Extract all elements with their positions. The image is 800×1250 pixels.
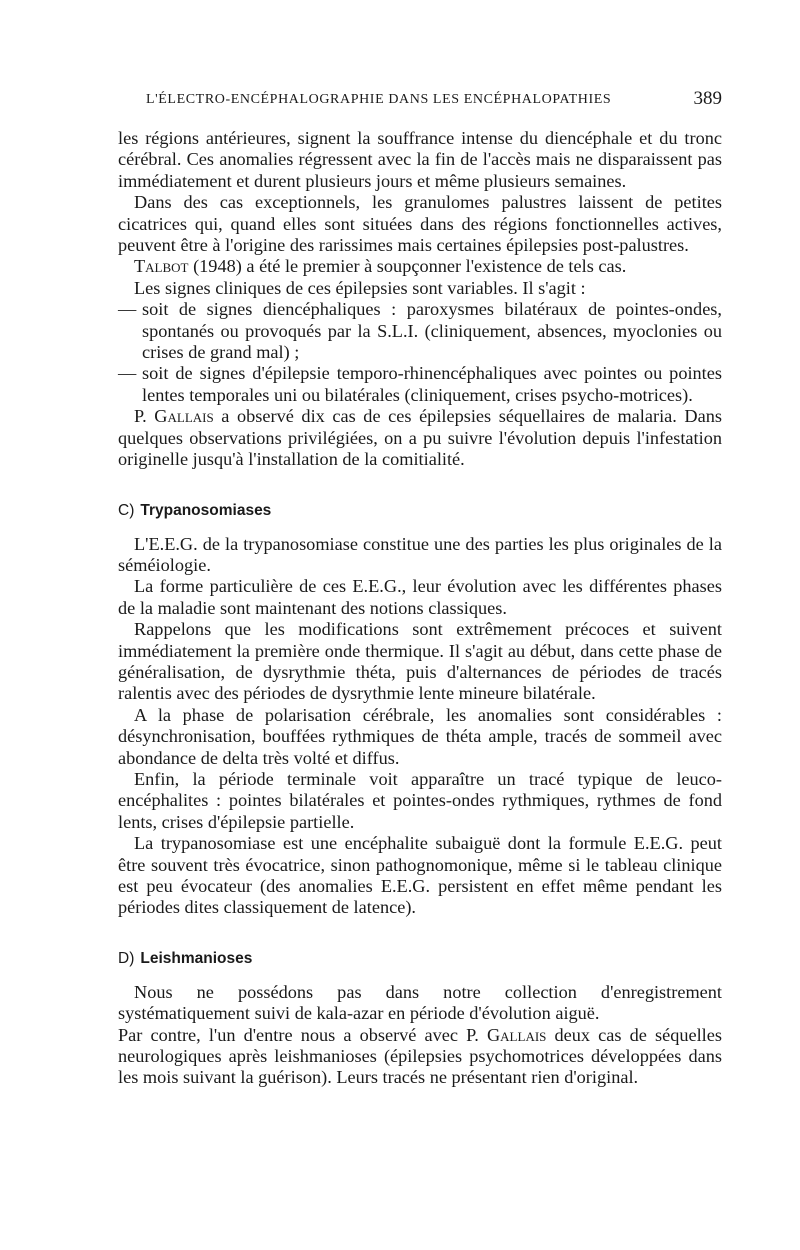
paragraph: les régions antérieures, signent la souffrance intense du diencéphale et du tronc cérébral. Ces anomalies régressent avec la fin de l'accès mais ne disparaissent pas immédiatement et durent plusieurs jours et même plusieurs semaines. [118,128,722,191]
paragraph-text: P. [134,406,155,427]
dash-marker: — [118,299,137,320]
running-title: L'ÉLECTRO-ENCÉPHALOGRAPHIE DANS LES ENCÉPHALOPATHIES [146,92,612,107]
section-letter: C) [118,501,135,519]
dash-marker: — [118,363,137,384]
paragraph: L'E.E.G. de la trypanosomiase constitue une des parties les plus originales de la séméiologie. [118,533,722,575]
running-header [118,90,722,114]
paragraph: Rappelons que les modifications sont extrêmement précoces et suivent immédiatement la première onde thermique. Il s'agit au début, dans cette phase de généralisation, de dysrythmie théta, puis d'alternances de périodes de tracés ralentis avec des périodes de dysrythmie lente mineure bilatérale. [118,619,722,704]
list-item-text: soit de signes d'épilepsie temporo-rhinencéphaliques avec pointes ou pointes lentes temporales uni ou bilatérales (cliniquement, crises psycho-motrices). [142,363,722,405]
author-name: Gallais [486,1024,547,1045]
list-item-text: soit de signes diencéphaliques : paroxysmes bilatéraux de pointes-ondes, spontanés ou provoqués par la S.L.I. (cliniquement, absences, myoclonies ou crises de grand mal) ; [142,299,722,363]
list-item [118,299,722,363]
paragraph-text: deux cas de séquelles neurologiques après leishmanioses (épilepsies psychomotrices développées dans les mois suivant la guérison). Leurs tracés ne présentant rien d'original. [118,1024,722,1088]
section-letter: D) [118,949,135,967]
paragraph [118,256,722,277]
paragraph: A la phase de polarisation cérébrale, les anomalies sont considérables : désynchronisation, bouffées rythmiques de théta ample, tracés de sommeil avec abondance de delta très volté et diffus. [118,704,722,768]
paragraph-text: a observé dix cas de ces épilepsies séquellaires de malaria. Dans quelques observations privilégiées, on a pu suivre l'évolution depuis l'infestation originelle jusqu'à l'installation de la comitialité. [118,406,722,470]
paragraph-text: Par contre, l'un d'entre nous a observé avec P. [118,1024,487,1045]
paragraph: Les signes cliniques de ces épilepsies sont variables. Il s'agit : [134,277,586,298]
author-name: Talbot [134,256,189,277]
page-body [118,128,722,1089]
section-heading-d [118,950,722,968]
list-item [118,363,722,406]
paragraph: Dans des cas exceptionnels, les granulomes palustres laissent de petites cicatrices qui, quand elles sont situées dans des régions fonctionnelles actives, peuvent être à l'origine des rarissimes mais certaines épilepsies post-palustres. [118,192,722,256]
section-title: Leishmanioses [140,949,253,967]
paragraph: La forme particulière de ces E.E.G., leur évolution avec les différentes phases de la maladie sont maintenant des notions classiques. [118,576,722,618]
paragraph: La trypanosomiase est une encéphalite subaiguë dont la formule E.E.G. peut être souvent très évocatrice, sinon pathognomonique, même si le tableau clinique est peu évocateur (des anomalies E.E.G. persistent en effet même pendant les périodes dites classiquement de latence). [118,833,722,918]
paragraph-text: (1948) a été le premier à soupçonner l'existence de tels cas. [188,256,627,277]
section-title: Trypanosomiases [140,501,272,519]
page-number: 389 [693,88,722,109]
paragraph: Nous ne possédons pas dans notre collection d'enregistrement systématiquement suivi de kala-azar en période d'évolution aiguë. [118,981,722,1024]
section-heading-c [118,502,722,520]
paragraph [118,406,722,470]
author-name: Gallais [154,406,214,427]
paragraph: Enfin, la période terminale voit apparaître un tracé typique de leuco-encéphalites : pointes bilatérales et pointes-ondes rythmiques, rythmes de fond lents, crises d'épilepsie partielle. [118,768,722,832]
paragraph [118,1025,722,1089]
